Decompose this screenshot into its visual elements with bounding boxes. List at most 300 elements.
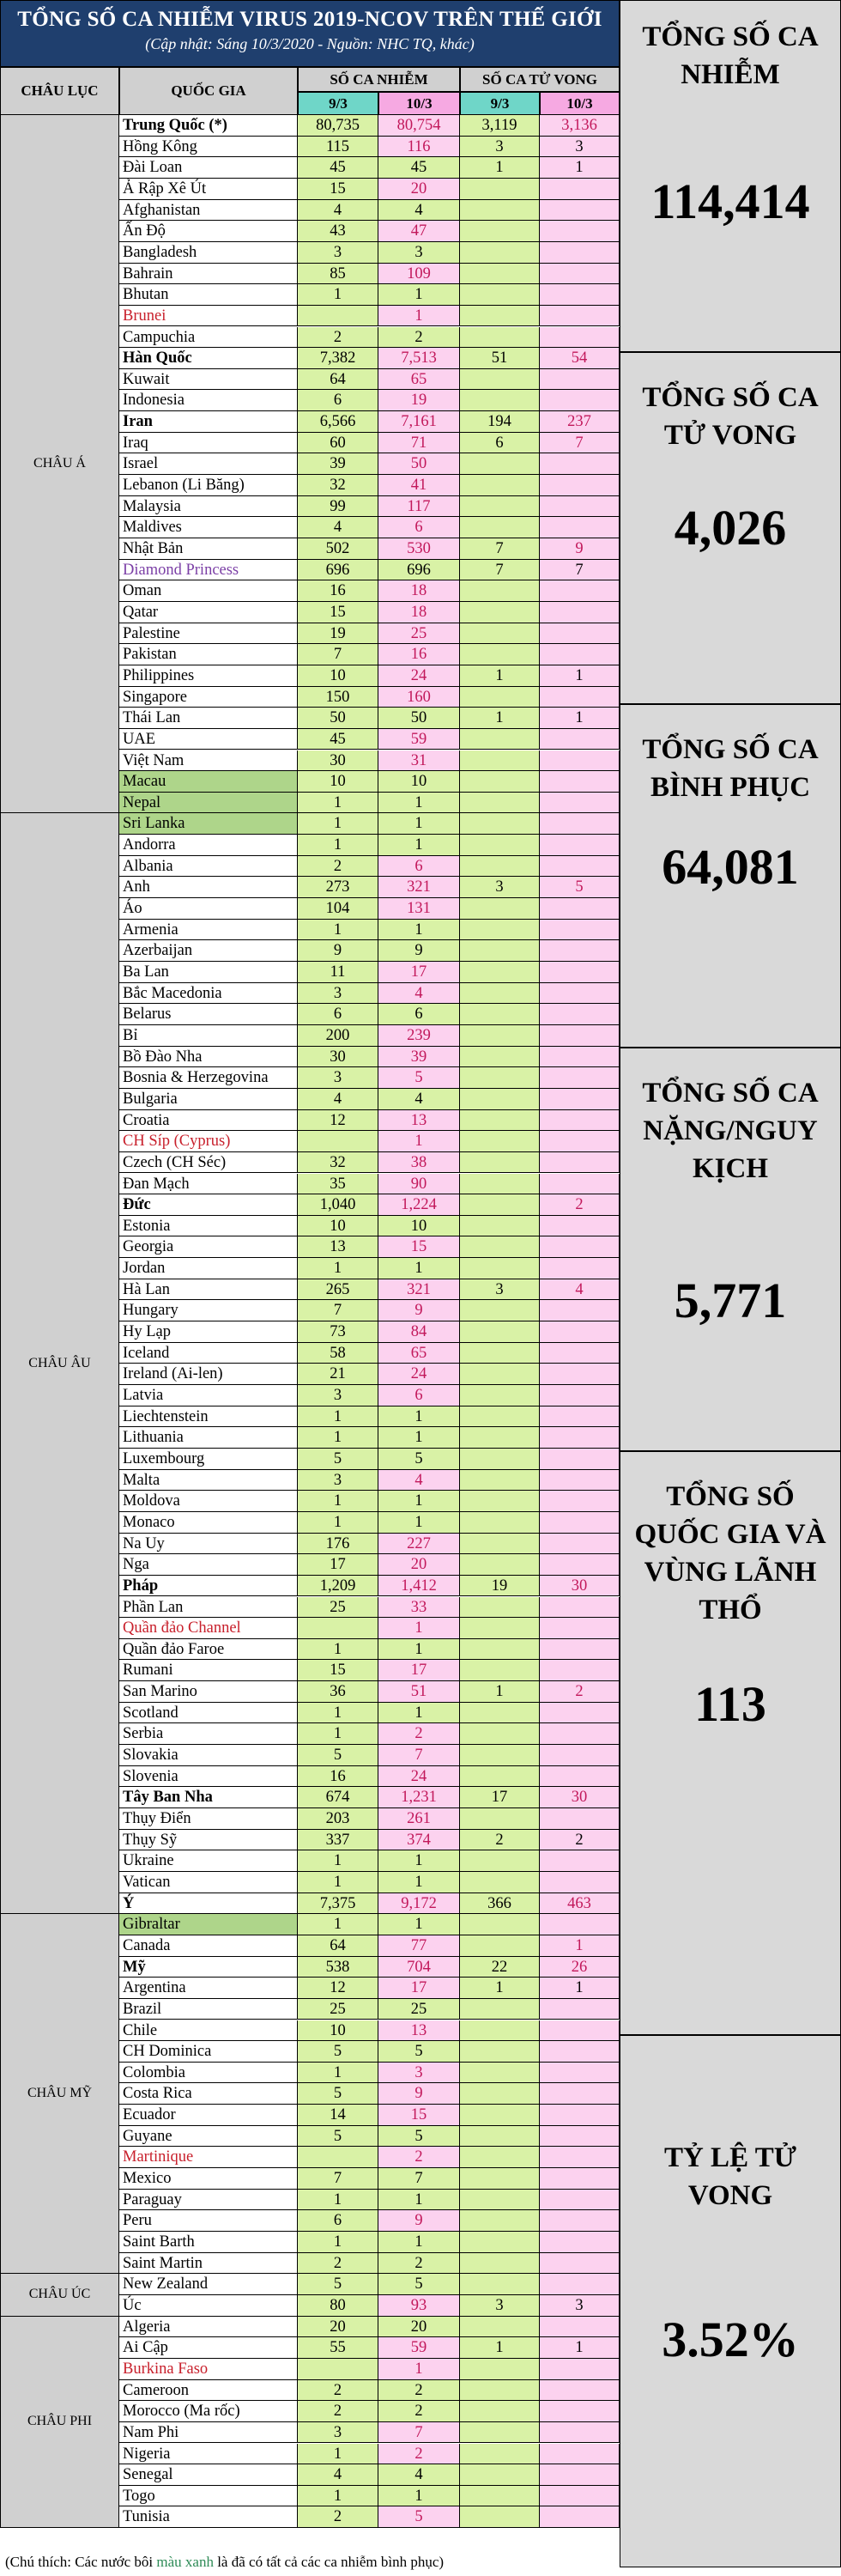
country-name: Czech (CH Séc) [119, 1152, 298, 1174]
country-name: Quần đảo Faroe [119, 1639, 298, 1661]
country-name: Rumani [119, 1660, 298, 1681]
deaths-d1 [460, 1385, 540, 1406]
cases-d1: 104 [298, 898, 378, 920]
deaths-d1 [460, 179, 540, 200]
table-row [0, 1660, 620, 1681]
cases-d2: 77 [378, 1935, 460, 1957]
cases-d2: 9 [378, 940, 460, 962]
deaths-d2 [540, 962, 620, 983]
cases-d1: 15 [298, 602, 378, 623]
cases-d1: 1 [298, 2232, 378, 2253]
deaths-d1 [460, 1216, 540, 1237]
cases-d1: 17 [298, 1554, 378, 1576]
cases-d1: 25 [298, 1999, 378, 2020]
summary-box [620, 704, 841, 1048]
country-name: Vatican [119, 1872, 298, 1893]
cases-d2: 704 [378, 1957, 460, 1978]
table-row [0, 115, 620, 137]
deaths-d2 [540, 517, 620, 538]
table-row [0, 1491, 620, 1512]
deaths-d2: 1 [540, 2337, 620, 2359]
table-row [0, 2041, 620, 2063]
table-row [0, 2401, 620, 2422]
cases-d2: 31 [378, 750, 460, 772]
cases-d2: 1,231 [378, 1787, 460, 1808]
deaths-d2 [540, 1216, 620, 1237]
summary-label: TỔNG SỐ CA TỬ VONG [642, 382, 819, 451]
deaths-d2 [540, 1534, 620, 1555]
cases-d1: 39 [298, 453, 378, 475]
deaths-d2 [540, 2422, 620, 2444]
cases-d1: 3 [298, 1470, 378, 1492]
cases-d2: 18 [378, 580, 460, 602]
cases-d2: 5 [378, 1067, 460, 1089]
deaths-d2 [540, 1004, 620, 1025]
deaths-d1: 366 [460, 1893, 540, 1915]
cases-d1: 15 [298, 1660, 378, 1681]
cases-d1: 1 [298, 284, 378, 306]
table-row [0, 369, 620, 391]
cases-d1: 19 [298, 623, 378, 645]
continent-label: CHÂU MỸ [0, 1914, 119, 2274]
deaths-d2: 463 [540, 1893, 620, 1915]
deaths-d1: 1 [460, 1681, 540, 1703]
cases-d2: 6 [378, 856, 460, 878]
table-row [0, 1597, 620, 1619]
deaths-d2: 2 [540, 1681, 620, 1703]
cases-d1: 21 [298, 1364, 378, 1385]
deaths-d1 [460, 221, 540, 242]
cases-d2: 9 [378, 2210, 460, 2232]
table-row [0, 1978, 620, 1999]
deaths-d1 [460, 2063, 540, 2084]
cases-d1: 45 [298, 157, 378, 179]
cases-d1: 7,375 [298, 1893, 378, 1915]
table-row [0, 2168, 620, 2190]
cases-d1: 45 [298, 729, 378, 750]
country-name: Liechtenstein [119, 1406, 298, 1428]
deaths-d2 [540, 750, 620, 772]
deaths-d2 [540, 1406, 620, 1428]
table-row [0, 1512, 620, 1534]
deaths-d1 [460, 390, 540, 411]
cases-d1: 20 [298, 2317, 378, 2338]
deaths-d2 [540, 2401, 620, 2422]
cases-d2: 9 [378, 2083, 460, 2105]
deaths-d1 [460, 940, 540, 962]
table-row [0, 1872, 620, 1893]
deaths-d2 [540, 221, 620, 242]
table-header [0, 67, 620, 115]
deaths-d1 [460, 983, 540, 1005]
deaths-d2: 3 [540, 2295, 620, 2317]
deaths-d2 [540, 2359, 620, 2380]
summary-value: 5,771 [674, 1273, 787, 1328]
deaths-d1 [460, 2190, 540, 2211]
deaths-d2 [540, 2105, 620, 2126]
deaths-d2 [540, 729, 620, 750]
deaths-d2 [540, 2190, 620, 2211]
table-row [0, 1385, 620, 1406]
cases-d1: 1 [298, 1427, 378, 1449]
deaths-d1 [460, 1935, 540, 1957]
cases-d2: 18 [378, 602, 460, 623]
deaths-d1 [460, 1343, 540, 1364]
cases-d1: 7 [298, 1300, 378, 1321]
deaths-d1 [460, 2126, 540, 2148]
table-row [0, 2253, 620, 2275]
country-name: Tây Ban Nha [119, 1787, 298, 1808]
table-row [0, 835, 620, 856]
country-name: Brazil [119, 1999, 298, 2020]
country-name: Bosnia & Herzegovina [119, 1067, 298, 1089]
deaths-d1 [460, 1723, 540, 1745]
deaths-d2: 7 [540, 433, 620, 454]
country-name: Ả Rập Xê Út [119, 179, 298, 200]
cases-d2: 2 [378, 327, 460, 349]
deaths-d1 [460, 1047, 540, 1068]
cases-d1 [298, 1131, 378, 1152]
cases-d2: 2 [378, 1723, 460, 1745]
col-country: QUỐC GIA [119, 67, 298, 115]
deaths-d2 [540, 2041, 620, 2063]
deaths-d1 [460, 898, 540, 920]
deaths-d2 [540, 1703, 620, 1724]
deaths-d1 [460, 2486, 540, 2507]
deaths-d2: 237 [540, 411, 620, 433]
deaths-d1: 3 [460, 137, 540, 158]
country-name: San Marino [119, 1681, 298, 1703]
cases-d1: 85 [298, 264, 378, 285]
deaths-d1 [460, 1110, 540, 1132]
deaths-d2: 2 [540, 1194, 620, 1216]
table-row [0, 1089, 620, 1110]
country-name: Scotland [119, 1703, 298, 1724]
cases-d2: 2 [378, 2253, 460, 2275]
deaths-d1 [460, 602, 540, 623]
deaths-d1 [460, 1004, 540, 1025]
table-row [0, 2083, 620, 2105]
table-row [0, 137, 620, 158]
deaths-d2 [540, 2464, 620, 2486]
deaths-d1 [460, 2232, 540, 2253]
cases-d1: 55 [298, 2337, 378, 2359]
cases-d1: 502 [298, 538, 378, 560]
deaths-d2 [540, 687, 620, 708]
deaths-d2 [540, 2126, 620, 2148]
country-name: Thái Lan [119, 708, 298, 729]
table-row [0, 200, 620, 222]
cases-d2: 4 [378, 1089, 460, 1110]
deaths-d2 [540, 1236, 620, 1258]
deaths-d2 [540, 1300, 620, 1321]
country-name: Lebanon (Li Băng) [119, 475, 298, 496]
deaths-d2 [540, 1089, 620, 1110]
cases-d2: 25 [378, 623, 460, 645]
cases-d2: 93 [378, 2295, 460, 2317]
cases-d1: 10 [298, 2020, 378, 2042]
country-name: Trung Quốc (*) [119, 115, 298, 137]
cases-d1: 4 [298, 2464, 378, 2486]
cases-d1: 1 [298, 1491, 378, 1512]
country-name: Ireland (Ai-len) [119, 1364, 298, 1385]
table-row [0, 898, 620, 920]
country-name: Áo [119, 898, 298, 920]
deaths-d2: 30 [540, 1787, 620, 1808]
deaths-d2 [540, 2063, 620, 2084]
footnote [0, 2550, 841, 2576]
table-row [0, 2105, 620, 2126]
deaths-d1 [460, 1914, 540, 1935]
deaths-d2 [540, 2147, 620, 2168]
country-name: Campuchia [119, 327, 298, 349]
table-row [0, 1957, 620, 1978]
country-name: Luxembourg [119, 1449, 298, 1470]
cases-d1: 5 [298, 2083, 378, 2105]
table-row [0, 411, 620, 433]
cases-d2: 1 [378, 1491, 460, 1512]
deaths-d1 [460, 2168, 540, 2190]
country-name: Palestine [119, 623, 298, 645]
cases-d2: 1 [378, 1258, 460, 1279]
page-title: TỔNG SỐ CA NHIỄM VIRUS 2019-NCOV TRÊN THẾ GIỚI [17, 8, 602, 31]
table-row [0, 1343, 620, 1364]
country-name: Hàn Quốc [119, 348, 298, 369]
deaths-d1 [460, 306, 540, 327]
deaths-d1 [460, 2422, 540, 2444]
cases-d1: 1 [298, 1914, 378, 1935]
table-row [0, 962, 620, 983]
country-name: Slovakia [119, 1745, 298, 1766]
deaths-d2 [540, 2083, 620, 2105]
cases-d2: 17 [378, 962, 460, 983]
summary-box [620, 0, 841, 352]
cases-d2: 1 [378, 2232, 460, 2253]
deaths-d2 [540, 1449, 620, 1470]
continent-label: CHÂU ÂU [0, 813, 119, 1914]
deaths-d1 [460, 242, 540, 264]
cases-d1: 1 [298, 2486, 378, 2507]
cases-d2: 71 [378, 433, 460, 454]
table-row [0, 1216, 620, 1237]
cases-d2: 24 [378, 665, 460, 687]
cases-d1: 1 [298, 1703, 378, 1724]
deaths-d2 [540, 475, 620, 496]
table-row [0, 496, 620, 518]
country-name: Nhật Bản [119, 538, 298, 560]
col-deaths-d2: 10/3 [540, 92, 620, 115]
country-name: Guyane [119, 2126, 298, 2148]
cases-d1: 16 [298, 580, 378, 602]
table-row [0, 644, 620, 665]
deaths-d2 [540, 1872, 620, 1893]
cases-d2: 20 [378, 179, 460, 200]
deaths-d1 [460, 1067, 540, 1089]
deaths-d2 [540, 496, 620, 518]
country-name: Macau [119, 771, 298, 793]
table-row [0, 1618, 620, 1639]
footnote-green: màu xanh [156, 2554, 214, 2570]
cases-d2: 1 [378, 1703, 460, 1724]
cases-d2: 10 [378, 771, 460, 793]
cases-d2: 38 [378, 1152, 460, 1174]
cases-d1: 1 [298, 1639, 378, 1661]
country-name: Maldives [119, 517, 298, 538]
country-name: Azerbaijan [119, 940, 298, 962]
table-row [0, 920, 620, 941]
country-name: Georgia [119, 1236, 298, 1258]
cases-d2: 15 [378, 1236, 460, 1258]
deaths-d1 [460, 1236, 540, 1258]
cases-d1: 674 [298, 1787, 378, 1808]
deaths-d1 [460, 327, 540, 349]
deaths-d1: 1 [460, 1978, 540, 1999]
country-name: Diamond Princess [119, 560, 298, 581]
deaths-d2 [540, 1808, 620, 1830]
deaths-d2: 5 [540, 877, 620, 898]
table-row [0, 1047, 620, 1068]
cases-d1: 50 [298, 708, 378, 729]
cases-d2: 13 [378, 1110, 460, 1132]
deaths-d2 [540, 1745, 620, 1766]
table-row [0, 1406, 620, 1428]
table-row [0, 2422, 620, 2444]
deaths-d2 [540, 264, 620, 285]
table-row [0, 1131, 620, 1152]
deaths-d2 [540, 2444, 620, 2465]
deaths-d1 [460, 2464, 540, 2486]
cases-d1: 99 [298, 496, 378, 518]
cases-d2: 7 [378, 2422, 460, 2444]
table-row [0, 1703, 620, 1724]
cases-d2: 7 [378, 1745, 460, 1766]
country-name: CH Síp (Cyprus) [119, 1131, 298, 1152]
country-name: Bhutan [119, 284, 298, 306]
cases-d2: 1 [378, 2190, 460, 2211]
cases-d2: 1 [378, 835, 460, 856]
cases-d1: 3 [298, 2422, 378, 2444]
deaths-d1 [460, 1300, 540, 1321]
country-name: Costa Rica [119, 2083, 298, 2105]
country-name: Slovenia [119, 1766, 298, 1788]
country-name: Malta [119, 1470, 298, 1492]
deaths-d1 [460, 2274, 540, 2295]
footnote-suffix: là đã có tất cả các ca nhiễm bình phục) [213, 2554, 445, 2570]
deaths-d2: 9 [540, 538, 620, 560]
deaths-d1 [460, 200, 540, 222]
country-name: Ai Cập [119, 2337, 298, 2359]
cases-d2: 59 [378, 2337, 460, 2359]
cases-d1: 2 [298, 856, 378, 878]
cases-d1: 1 [298, 1258, 378, 1279]
deaths-d1 [460, 2041, 540, 2063]
country-name: Thụy Sỹ [119, 1830, 298, 1851]
cases-d2: 24 [378, 1364, 460, 1385]
cases-d1 [298, 2147, 378, 2168]
deaths-d1 [460, 264, 540, 285]
country-name: Hungary [119, 1300, 298, 1321]
deaths-d2 [540, 1618, 620, 1639]
cases-d1: 5 [298, 1449, 378, 1470]
cases-d1: 3 [298, 242, 378, 264]
table-row [0, 623, 620, 645]
deaths-d2: 1 [540, 1935, 620, 1957]
cases-d1: 25 [298, 1597, 378, 1619]
country-name: Úc [119, 2295, 298, 2317]
continent-label: CHÂU PHI [0, 2317, 119, 2529]
cases-d2: 13 [378, 2020, 460, 2042]
cases-d2: 1 [378, 793, 460, 814]
table-row [0, 793, 620, 814]
cases-d1: 16 [298, 1766, 378, 1788]
deaths-d1 [460, 2105, 540, 2126]
cases-d2: 131 [378, 898, 460, 920]
cases-d2: 15 [378, 2105, 460, 2126]
table-row [0, 580, 620, 602]
cases-d2: 90 [378, 1174, 460, 1195]
country-name: Monaco [119, 1512, 298, 1534]
cases-d2: 10 [378, 1216, 460, 1237]
deaths-d2 [540, 1554, 620, 1576]
deaths-d1: 194 [460, 411, 540, 433]
deaths-d2 [540, 1766, 620, 1788]
deaths-d1 [460, 793, 540, 814]
table-row [0, 2359, 620, 2380]
deaths-d1: 22 [460, 1957, 540, 1978]
deaths-d1: 1 [460, 2337, 540, 2359]
cases-d1: 1 [298, 2190, 378, 2211]
deaths-d1 [460, 496, 540, 518]
table-row [0, 284, 620, 306]
page-subtitle: (Cập nhật: Sáng 10/3/2020 - Nguồn: NHC TQ, khác) [145, 35, 475, 52]
cases-d2: 321 [378, 877, 460, 898]
cases-d1: 2 [298, 2506, 378, 2528]
deaths-d2 [540, 242, 620, 264]
deaths-d2: 26 [540, 1957, 620, 1978]
deaths-d2 [540, 940, 620, 962]
cases-d2: 7 [378, 2168, 460, 2190]
deaths-d2 [540, 1131, 620, 1152]
deaths-d1 [460, 475, 540, 496]
table-row [0, 813, 620, 835]
cases-d2: 84 [378, 1321, 460, 1343]
deaths-d2 [540, 1660, 620, 1681]
country-name: Bahrain [119, 264, 298, 285]
deaths-d2: 3 [540, 137, 620, 158]
deaths-d1: 2 [460, 1830, 540, 1851]
summary-box [620, 1451, 841, 2035]
deaths-d2: 1 [540, 1978, 620, 1999]
cases-d2: 7,513 [378, 348, 460, 369]
cases-d2: 239 [378, 1025, 460, 1047]
table-row [0, 2020, 620, 2042]
cases-d2: 1 [378, 2359, 460, 2380]
deaths-d1 [460, 2506, 540, 2528]
table-row [0, 940, 620, 962]
summary-box [620, 2035, 841, 2567]
deaths-d1 [460, 1131, 540, 1152]
deaths-d1 [460, 1639, 540, 1661]
cases-d2: 9 [378, 1300, 460, 1321]
table-row [0, 1914, 620, 1935]
cases-d1: 80,735 [298, 115, 378, 137]
cases-d1: 150 [298, 687, 378, 708]
summary-label: TỔNG SỐ CA NHIỄM [642, 21, 819, 90]
cases-d2: 261 [378, 1808, 460, 1830]
table-row [0, 1745, 620, 1766]
table-row [0, 2190, 620, 2211]
country-name: Pakistan [119, 644, 298, 665]
